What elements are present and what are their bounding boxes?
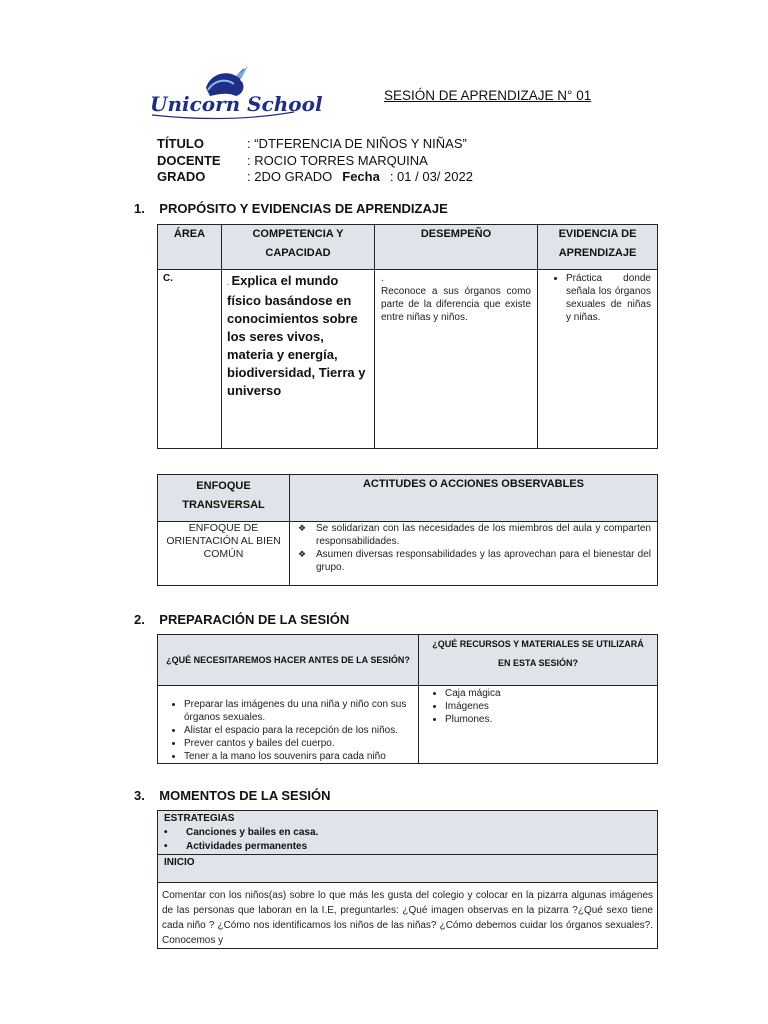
inicio-label: INICIO [158, 855, 658, 883]
section-2-title: 2. PREPARACIÓN DE LA SESIÓN [134, 612, 350, 627]
evidencia-cell [538, 270, 658, 449]
competencia-cell [222, 270, 375, 449]
resource-item: • Imágenes [445, 700, 657, 713]
header-area: ÁREA [158, 225, 222, 270]
before-item: • Prever cantos y bailes del cuerpo. [184, 737, 418, 750]
action-item: ❖ Se solidarizan con las necesidades de los miembros del aula y comparten responsabilidades. [316, 522, 651, 548]
titulo-value: : “DTFERENCIA DE NIÑOS Y NIÑAS” [247, 136, 467, 151]
evidencia-text: • Práctica donde señala los órganos sexuales de niñas y niñas. [566, 272, 651, 324]
before-item: • Preparar las imágenes du una niña y niño con sus órganos sexuales. [184, 698, 418, 724]
purpose-table [157, 224, 658, 449]
unicorn-icon [148, 66, 323, 122]
grado-value: : 2DO GRADO [247, 169, 333, 184]
area-cell: C. [158, 270, 222, 449]
before-item: • Tener a la mano los souvenirs para cada niño [184, 750, 418, 763]
resources-cell [419, 686, 658, 764]
fecha-label: Fecha [342, 169, 380, 184]
before-cell [158, 686, 419, 764]
header-before: ¿QUÉ NECESITAREMOS HACER ANTES DE LA SESIÓN? [158, 635, 419, 686]
competencia-text: Explica el mundo físico basándose en conocimientos sobre los seres vivos, materia y energía, biodiversidad, Tierra y universo [227, 273, 366, 398]
enfoque-actions [290, 522, 658, 586]
resource-item: • Caja mágica [445, 687, 657, 700]
estrategia-item: • Canciones y bailes en casa. [164, 827, 319, 838]
resource-item: • Plumones. [445, 713, 657, 726]
header-competencia: COMPETENCIA Y CAPACIDAD [222, 225, 375, 270]
header-actitudes: ACTITUDES O ACCIONES OBSERVABLES [290, 475, 658, 522]
school-logo [148, 66, 323, 122]
action-item: ❖ Asumen diversas responsabilidades y las aprovechan para el bienestar del grupo. [316, 548, 651, 574]
before-item: • Alistar el espacio para la recepción de los niños. [184, 724, 418, 737]
estrategias-cell [158, 811, 658, 855]
docente-label: DOCENTE [157, 152, 221, 168]
header-desempeno: DESEMPEÑO [375, 225, 538, 270]
grado-label: GRADO [157, 169, 206, 184]
desempeno-text: Reconoce a sus órganos como parte de la diferencia que existe entre niñas y niños. [381, 286, 531, 323]
section-3-title: 3. MOMENTOS DE LA SESIÓN [134, 788, 331, 803]
titulo-label: TÍTULO [157, 136, 204, 151]
preparation-table [157, 634, 658, 764]
desempeno-prefix: . [381, 273, 384, 284]
header-evidencia: EVIDENCIA DE APRENDIZAJE [538, 225, 658, 270]
enfoque-name: ENFOQUE DE ORIENTACIÓN AL BIEN COMÚN [158, 522, 290, 586]
header-resources: ¿QUÉ RECURSOS Y MATERIALES SE UTILIZARÁ EN ESTA SESIÓN? [419, 635, 658, 686]
docente-value: : ROCIO TORRES MARQUINA [247, 152, 428, 168]
logo-text: Unicorn School [150, 92, 323, 116]
fecha-value: : 01 / 03/ 2022 [389, 169, 473, 184]
desempeno-cell [375, 270, 538, 449]
estrategia-item: • Actividades permanentes [164, 841, 308, 852]
enfoque-table [157, 474, 658, 586]
competencia-prefix: . [227, 278, 232, 287]
session-title: SESIÓN DE APRENDIZAJE N° 01 [384, 88, 592, 103]
estrategias-label: ESTRATEGIAS [164, 813, 235, 824]
header-enfoque: ENFOQUE TRANSVERSAL [158, 475, 290, 522]
section-1-title: 1. PROPÓSITO Y EVIDENCIAS DE APRENDIZAJE [134, 201, 448, 216]
inicio-text: Comentar con los niños(as) sobre lo que más les gusta del colegio y colocar en la pizarra algunas imágenes de las personas que laboran en la I.E, preguntarles: ¿Qué imagen observas en la pizarra ?¿Qué sexo tiene cada niño ? ¿Cómo nos identificamos los niños de las niñas? ¿Cómo debemos cuidar los órganos sexuales?. Conocemos y [158, 883, 658, 949]
session-meta [157, 136, 473, 186]
moments-table [157, 810, 658, 949]
